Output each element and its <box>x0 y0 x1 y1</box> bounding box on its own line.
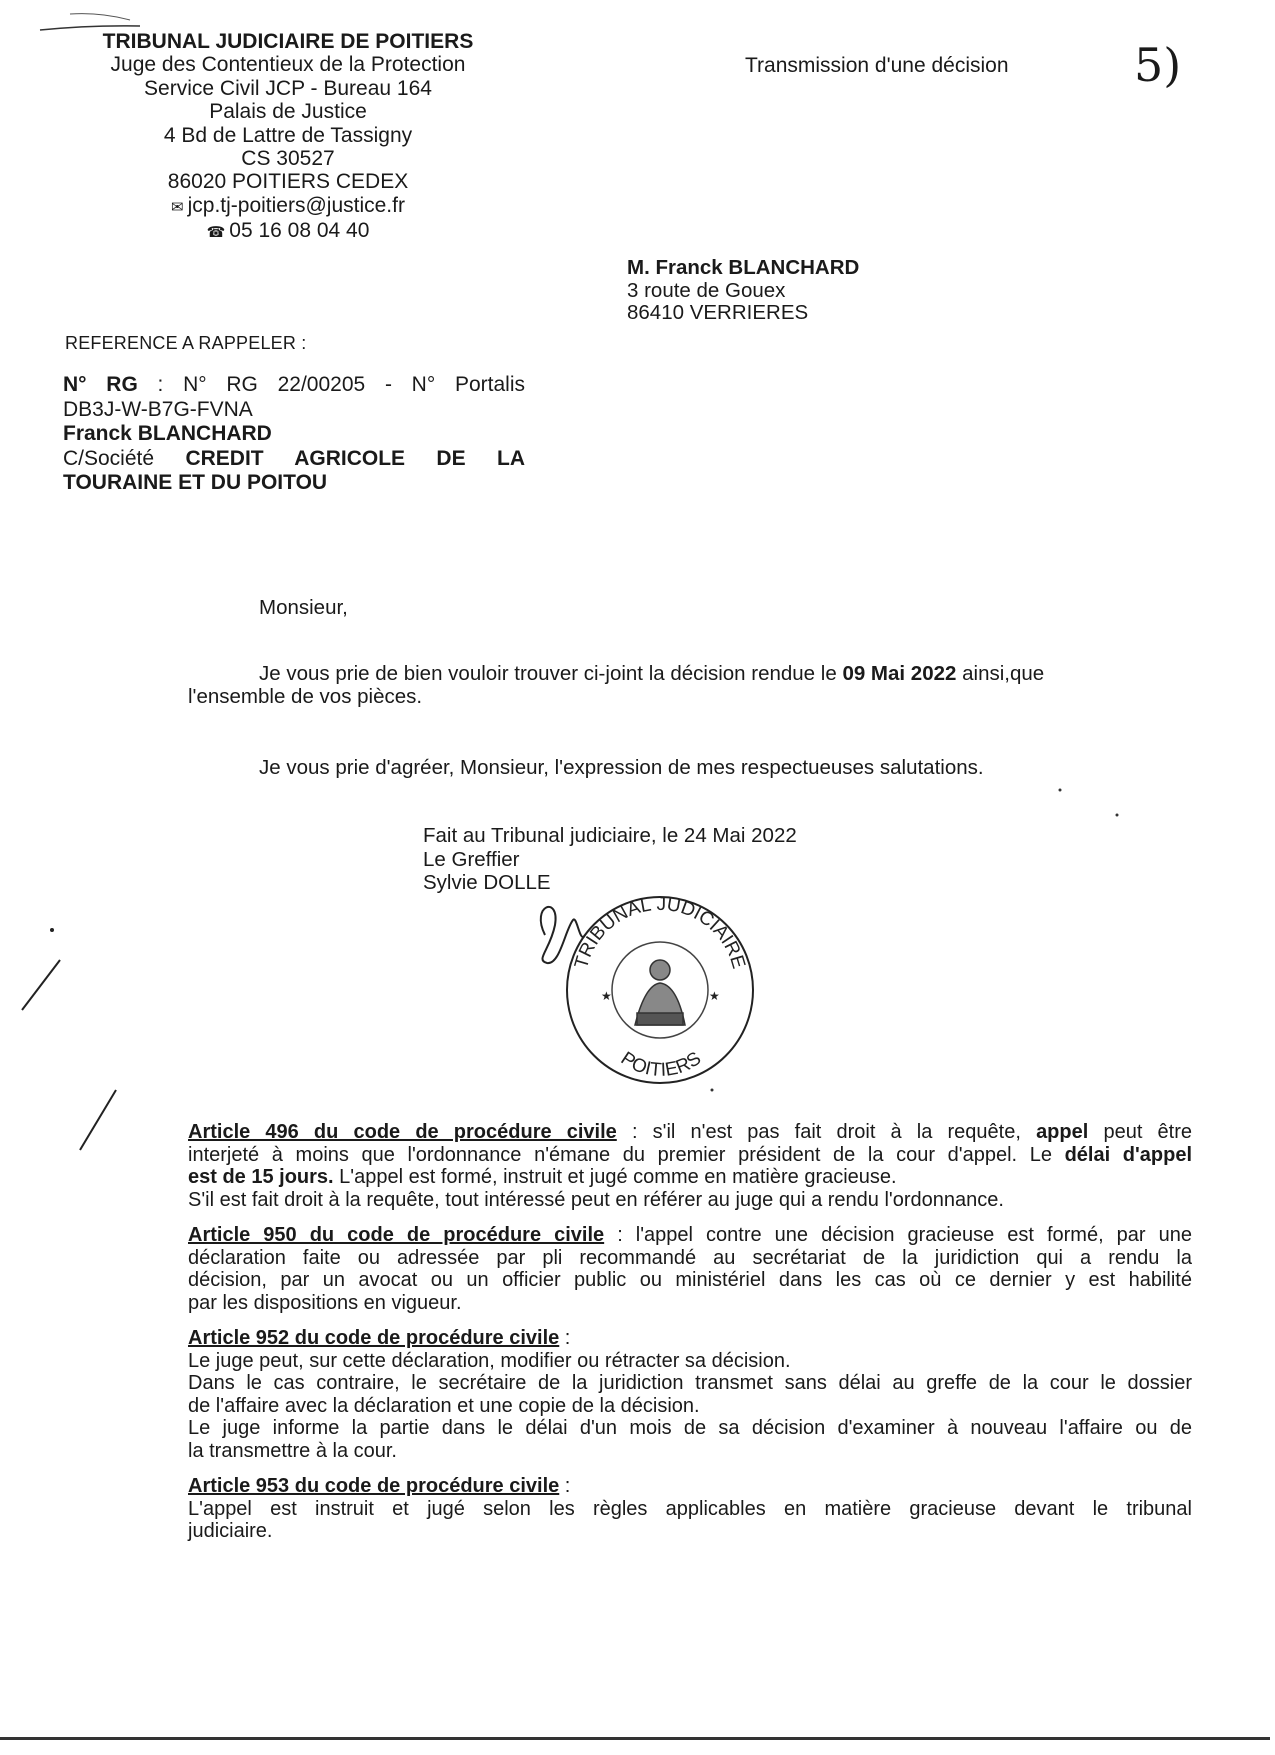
recipient-city: 86410 VERRIERES <box>627 301 809 324</box>
article-950-title: Article 950 du code de procédure civile <box>188 1224 605 1246</box>
rg-line <box>63 373 525 398</box>
court-city: 86020 POITIERS CEDEX <box>167 170 409 194</box>
recipient-address <box>627 257 859 325</box>
seal-marianne-icon <box>635 960 685 1025</box>
court-email: jcp.tj-poitiers@justice.fr <box>187 193 405 217</box>
reference-label: REFERENCE A RAPPELER : <box>65 333 307 353</box>
court-seal <box>525 875 785 1085</box>
footer-rule <box>0 1737 1270 1740</box>
article-952: Article 952 du code de procédure civile : Le juge peut, sur cette déclaration, modifier ou rétracter sa décision. Dans le cas contraire, le secrétaire de la juridiction transmet sans délai au greffe de la cour le dossier de l'affaire avec la déclaration et une copie de la décision. Le juge informe la partie dans le délai d'un mois de sa décision d'examiner à nouveau l'affaire ou de la transmettre à la cour. <box>188 1327 1192 1462</box>
letter-paragraph-1 <box>188 662 1189 708</box>
article-952-title: Article 952 du code de procédure civile <box>188 1327 560 1349</box>
signed-at: Fait au Tribunal judiciaire, le 24 Mai 2022 <box>423 824 797 847</box>
envelope-icon: ✉ <box>171 198 184 216</box>
recipient-street: 3 route de Gouex <box>627 278 786 302</box>
court-service: Service Civil JCP - Bureau 164 <box>144 76 432 100</box>
recipient-name: M. Franck BLANCHARD <box>627 256 860 279</box>
seal-bottom-text: POITIERS <box>616 1048 706 1082</box>
rg-value: : N° RG 22/00205 - N° Portalis <box>137 373 525 396</box>
p1-text-a: Je vous prie de bien vouloir trouver ci-joint la décision rendue le <box>259 662 837 685</box>
against-line <box>63 447 525 472</box>
clerk-role: Le Greffier <box>423 847 520 871</box>
court-phone-line <box>58 219 518 244</box>
phone-icon: ☎ <box>206 224 226 242</box>
seal-top-text: TRIBUNAL JUDICIAIRE <box>570 893 750 972</box>
court-header <box>58 30 518 245</box>
portalis-number: DB3J-W-B7G-FVNA <box>63 397 253 421</box>
decision-date: 09 Mai 2022 <box>842 662 957 685</box>
svg-text:★: ★ <box>709 989 720 1003</box>
article-496-title: Article 496 du code de procédure civile <box>188 1121 617 1143</box>
against-party-2: TOURAINE ET DU POITOU <box>63 471 328 494</box>
article-953-title: Article 953 du code de procédure civile <box>188 1475 560 1497</box>
court-phone: 05 16 08 04 40 <box>229 219 370 243</box>
court-email-line <box>58 194 518 219</box>
handwritten-page-mark: 5) <box>1134 38 1182 92</box>
legal-articles <box>188 1121 1192 1556</box>
court-building: Palais de Justice <box>209 100 367 124</box>
p1-text-c: l'ensemble de vos pièces. <box>188 685 423 708</box>
against-party-1: CREDIT AGRICOLE DE LA <box>185 446 525 470</box>
against-prefix: C/Société <box>63 446 155 470</box>
document-type: Transmission d'une décision <box>745 54 1009 77</box>
clerk-name: Sylvie DOLLE <box>423 871 551 894</box>
party-name: Franck BLANCHARD <box>63 422 272 445</box>
court-name: TRIBUNAL JUDICIAIRE DE POITIERS <box>102 30 474 53</box>
article-496: Article 496 du code de procédure civile : s'il n'est pas fait droit à la requête, appel peut être interjeté à moins que l'ordonnance n'émane du premier président de la cour d'appel. Le délai d'appel est de 15 jours. L'appel est formé, instruit et jugé comme en matière gracieuse. S'il est fait droit à la requête, tout intéressé peut en référer au juge qui a rendu l'ordonnance. <box>188 1121 1193 1211</box>
svg-text:★: ★ <box>601 989 612 1003</box>
svg-text:POITIERS <box>617 1048 705 1081</box>
letter-closing: Je vous prie d'agréer, Monsieur, l'expression de mes respectueuses salutations. <box>259 756 984 779</box>
court-cs: CS 30527 <box>241 147 335 171</box>
rg-label: N° RG <box>63 373 138 396</box>
article-953: Article 953 du code de procédure civile : L'appel est instruit et jugé selon les règles applicables en matière gracieuse devant le tribunal judiciaire. <box>188 1475 1192 1542</box>
case-reference <box>63 373 525 496</box>
salutation: Monsieur, <box>259 596 348 619</box>
p1-text-b: ainsi,que <box>962 662 1045 685</box>
court-division: Juge des Contentieux de la Protection <box>110 53 466 77</box>
court-street: 4 Bd de Lattre de Tassigny <box>163 123 413 147</box>
handwritten-signature <box>541 907 585 963</box>
article-950: Article 950 du code de procédure civile : l'appel contre une décision gracieuse est formé, par une déclaration faite ou adressée par pli recommandé au secrétariat de la juridiction qui a rendu la décision, par un avocat ou un officier public ou ministériel dans les cas où ce dernier y est habilité par les dispositions en vigueur. <box>188 1224 1192 1314</box>
